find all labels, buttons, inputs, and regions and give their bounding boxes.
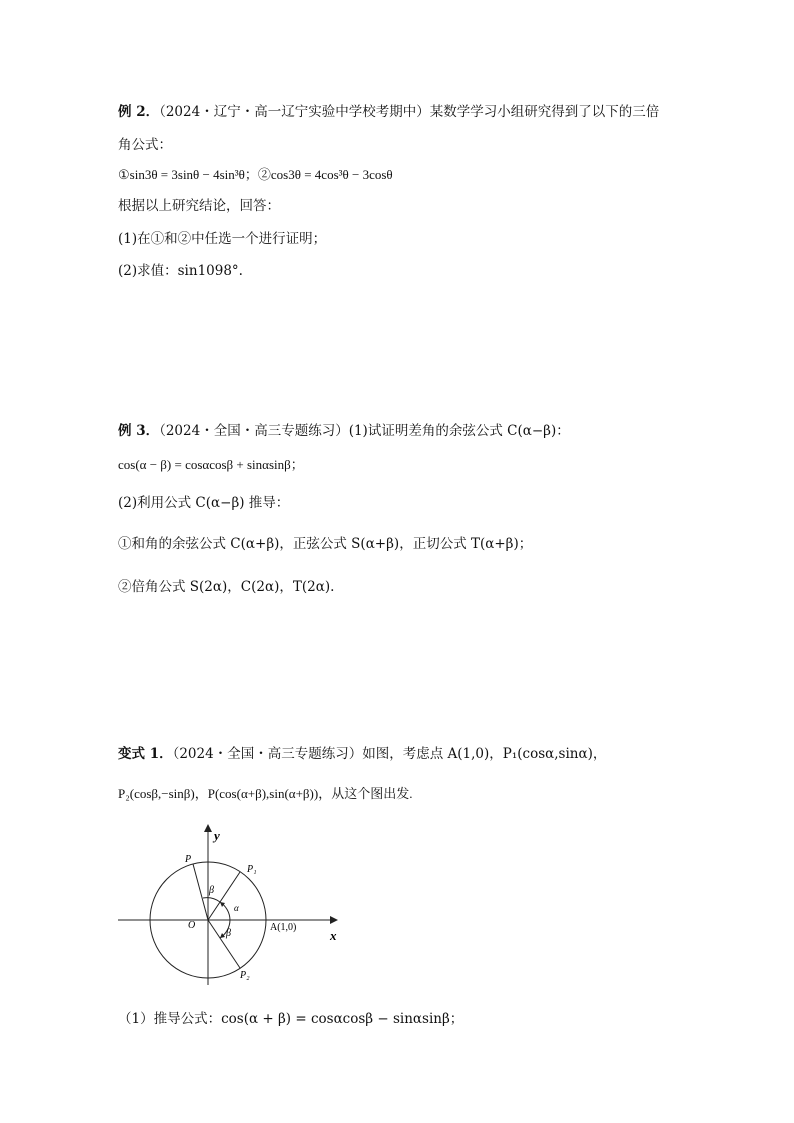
origin-label: O xyxy=(188,920,196,931)
point-p1-label: P₁ xyxy=(247,864,257,875)
var1-source: （2024・全国・高三专题练习）如图，考虑点 A(1,0)，P₁(cosα,sinα)， xyxy=(172,746,607,762)
alpha-arc-arrow xyxy=(220,902,225,907)
radius-op xyxy=(193,864,208,920)
ex2-line-1 xyxy=(118,103,659,121)
point-p-label: P xyxy=(185,854,192,865)
point-p2-label: P₂ xyxy=(240,970,250,981)
var1-line-2: P₂(cosβ,−sinβ)，P(cos(α+β),sin(α+β))，从这个图出发. xyxy=(118,786,413,801)
ex3-label: 例 3． xyxy=(118,423,160,439)
var1-line-1 xyxy=(118,745,606,763)
y-axis-arrow xyxy=(204,824,212,832)
beta-upper-label: β xyxy=(209,885,214,896)
radius-op2 xyxy=(208,920,240,968)
beta-arc-upper xyxy=(203,898,220,902)
ex2-source: （2024・辽宁・高一辽宁实验中学校考期中）某数学学习小组研究得到了以下的三倍 xyxy=(159,104,660,120)
ex2-question-1: (1)在①和②中任选一个进行证明； xyxy=(118,231,327,247)
var1-label: 变式 1． xyxy=(118,746,173,762)
ex3-line-1 xyxy=(118,422,570,440)
ex2-formulas: ①sin3θ = 3sinθ − 4sin³θ；②cos3θ = 4cos³θ − 3cosθ xyxy=(118,167,393,182)
ex2-line-2: 角公式： xyxy=(118,137,172,153)
ex2-label: 例 2． xyxy=(118,104,160,120)
beta-arc-lower-arrow xyxy=(220,933,225,938)
beta-lower-label: β xyxy=(226,928,231,939)
ex3-line-3: (2)利用公式 C(α−β) 推导： xyxy=(118,495,290,511)
var1-line-3: （1）推导公式：cos(α + β) = cosαcosβ − sinαsinβ； xyxy=(118,1011,464,1027)
y-axis-label: y xyxy=(214,828,220,843)
x-axis-label: x xyxy=(330,928,337,943)
ex3-source: （2024・全国・高三专题练习）(1)试证明差角的余弦公式 C(α−β)： xyxy=(159,423,570,439)
ex2-line-4: 根据以上研究结论，回答： xyxy=(118,198,280,214)
ex3-formula: cos(α − β) = cosαcosβ + sinαsinβ； xyxy=(118,457,304,472)
x-axis-arrow xyxy=(330,916,338,924)
unit-circle-figure xyxy=(112,820,352,990)
ex3-line-4: ①和角的余弦公式 C(α+β)，正弦公式 S(α+β)，正切公式 T(α+β)； xyxy=(118,536,533,552)
alpha-label: α xyxy=(234,903,239,913)
point-a-label: A(1,0) xyxy=(270,922,297,933)
ex3-line-5: ②倍角公式 S(2α)，C(2α)，T(2α). xyxy=(118,579,335,595)
ex2-question-2: (2)求值：sin1098°. xyxy=(118,263,243,279)
